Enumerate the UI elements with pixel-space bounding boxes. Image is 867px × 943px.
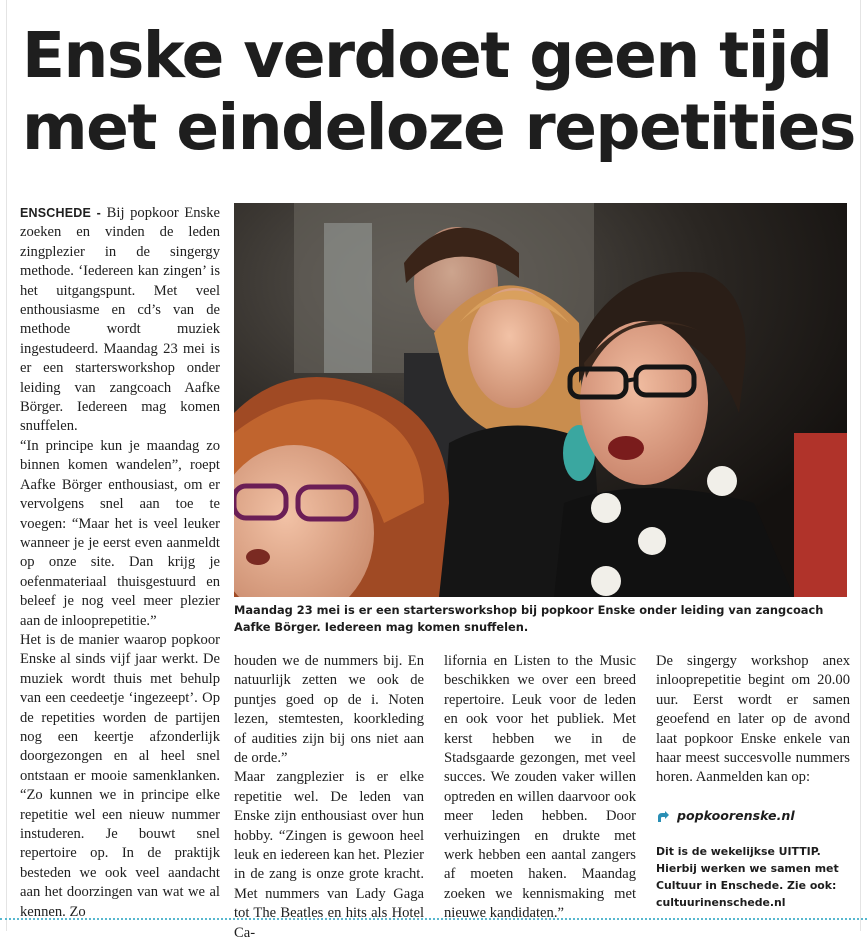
paragraph-1-text: Bij popkoor Enske zoeken en vinden de leden zingplezier in de singergy methode. ‘Iedereen kan zingen’ is het uitgangspunt. Met veel enthousiasme en cd’s van de methode wordt muziek ingestudeerd. Maandag 23 mei is er een startersworkshop onder leiding van zangcoach Aafke Börger. Iedereen mag komen snuffelen.	[20, 205, 221, 435]
article-column-1	[20, 204, 220, 922]
arrow-link-icon	[656, 810, 670, 822]
article-column-2	[234, 652, 424, 943]
paragraph-4: houden we de nummers bij. En natuurlijk zetten we ook de puntjes goed op de i. Noten lezen, stemtesten, koorkleding of audities zijn bij ons niet aan de orde.”	[234, 653, 424, 767]
website-reference	[656, 808, 856, 823]
paragraph-6: lifornia en Listen to the Music beschikken we over een breed repertoire. Leuk voor de leden en ook voor het publiek. Met kerst hebben we in de Stadsgaarde gezongen, met veel succes. We zouden vaker willen optreden en willen daarvoor ook meer leden hebben. Door verhuizingen en drukte met werk hebben een aantal zangers af moeten haken. Maandag zoeken we kennismaking met nieuwe kandidaten.”	[444, 653, 636, 922]
paragraph-7: De singergy workshop anex inlooprepetitie begint om 20.00 uur. Eerst wordt er samen geoefend en later op de avond laat popkoor Enske enkele van haar meest succesvolle nummers horen. Aanmelden kan op:	[656, 653, 850, 786]
paragraph-1	[20, 204, 220, 437]
uittip-line-1: Dit is de wekelijkse UITTIP.	[656, 845, 821, 858]
website-link[interactable]: popkoorenske.nl	[677, 808, 795, 823]
headline-line-1: Enske verdoet geen tijd	[22, 19, 832, 92]
paragraph-2: “In principe kun je maandag zo binnen komen wandelen”, roept Aafke Börger enthousiast, om er vervolgens snel aan toe te voegen: “Maar het is veel leuker wanneer je je eerst even aanmeldt op onze site. Dan krijg je oefenmateriaal thuisgestuurd en beleef je nog veel meer plezier aan de inlooprepetitie.”	[20, 437, 220, 629]
page-left-edge	[0, 0, 7, 931]
choir-photo	[234, 203, 847, 597]
paragraph-3: Het is de manier waarop popkoor Enske al sinds vijf jaar werkt. De muziek wordt thuis met behulp van een ceedeetje ‘ingezeept’. Op de repetities worden de partijen nog een keertje afzonderlijk doorgezongen en al heel snel ontstaan er mooie samenklanken. “Zo kunnen we in principe elke repetitie wel een nieuw nummer instuderen. Je bouwt snel repertoire op. In de praktijk besteden we ook veel aandacht aan het doorzingen van wat we al kennen. Zo	[20, 631, 220, 920]
dateline: ENSCHEDE -	[20, 206, 102, 220]
paragraph-5: Maar zangplezier is er elke repetitie wel. De leden van Enske zijn enthousiast over hun hobby. “Zingen is gewoon heel leuk en iedereen kan het. Plezier in de zang is onze grote kracht. Met nummers van Lady Gaga tot The Beatles en hits als Hotel Ca-	[234, 769, 424, 941]
headline-line-2: met eindeloze repetities	[22, 91, 855, 164]
uittip-line-2: Hierbij werken we samen met Cultuur in Enschede. Zie ook: cultuurinenschede.nl	[656, 862, 839, 909]
headline	[22, 20, 862, 164]
article-column-4	[656, 652, 850, 788]
bottom-dotted-rule	[0, 918, 867, 920]
uittip-box	[656, 843, 856, 911]
article-column-3	[444, 652, 636, 924]
photo-caption: Maandag 23 mei is er een startersworkshop bij popkoor Enske onder leiding van zangcoach Aafke Börger. Iedereen mag komen snuffelen.	[234, 603, 824, 634]
